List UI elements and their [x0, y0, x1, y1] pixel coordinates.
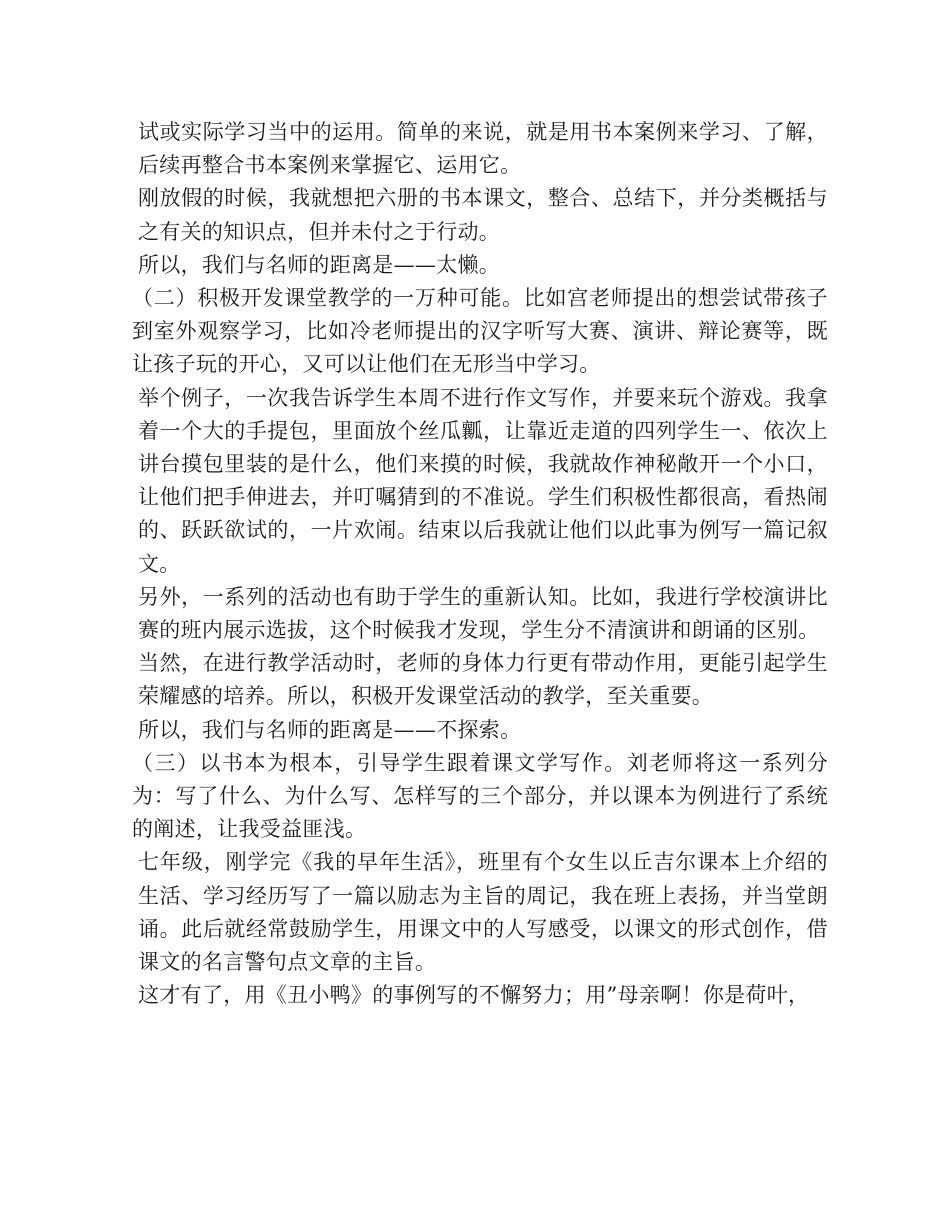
paragraph: 所以，我们与名师的距离是——不探索。: [138, 717, 522, 742]
paragraph: 所以，我们与名师的距离是——太懒。: [138, 252, 501, 277]
paragraph: 刚放假的时候，我就想把六册的书本课文，整合、总结下，并分类概括与之有关的知识点，但并未付之于行动。: [138, 186, 828, 244]
paragraph: 另外，一系列的活动也有助于学生的重新认知。比如，我进行学校演讲比赛的班内展示选拔，这个时候我才发现，学生分不清演讲和朗诵的区别。: [138, 584, 828, 643]
section-paragraph: （二）积极开发课堂教学的一万种可能。比如宫老师提出的想尝试带孩子到室外观察学习，比如冷老师提出的汉字听写大赛、演讲、辩论赛等，既让孩子玩的开心，又可以让他们在无形当中学习。: [132, 286, 828, 377]
section-paragraph: （三）以书本为根本，引导学生跟着课文学写作。刘老师将这一系列分为：写了什么、为什么写、怎样写的三个部分，并以课本为例进行了系统的阐述，让我受益匪浅。: [132, 750, 828, 842]
paragraph: 举个例子，一次我告诉学生本周不进行作文写作，并要来玩个游戏。我拿着一个大的手提包，里面放个丝瓜瓤，让靠近走道的四列学生一、依次上讲台摸包里装的是什么，他们来摸的时候，我就故作神秘敞开一个小口，让他们把手伸进去，并叮嘱猜到的不准说。学生们积极性都很高，看热闹的、跃跃欲试的，一片欢闹。结束以后我就让他们以此事为例写一篇记叙文。: [138, 385, 828, 576]
paragraph: 这才有了，用《丑小鸭》的事例写的不懈努力；用”母亲啊！你是荷叶，: [138, 983, 810, 1008]
body-text: [132, 116, 828, 1012]
paragraph: 试或实际学习当中的运用。简单的来说，就是用书本案例来学习、了解，后续再整合书本案例来掌握它、运用它。: [138, 120, 828, 178]
paragraph: 当然，在进行教学活动时，老师的身体力行更有带动作用，更能引起学生荣耀感的培养。所以，积极开发课堂活动的教学，至关重要。: [138, 651, 828, 709]
paragraph: 七年级，刚学完《我的早年生活》，班里有个女生以丘吉尔课本上介绍的生活、学习经历写了一篇以励志为主旨的周记，我在班上表扬，并当堂朗诵。此后就经常鼓励学生，用课文中的人写感受，以课文的形式创作，借课文的名言警句点文章的主旨。: [138, 850, 828, 975]
